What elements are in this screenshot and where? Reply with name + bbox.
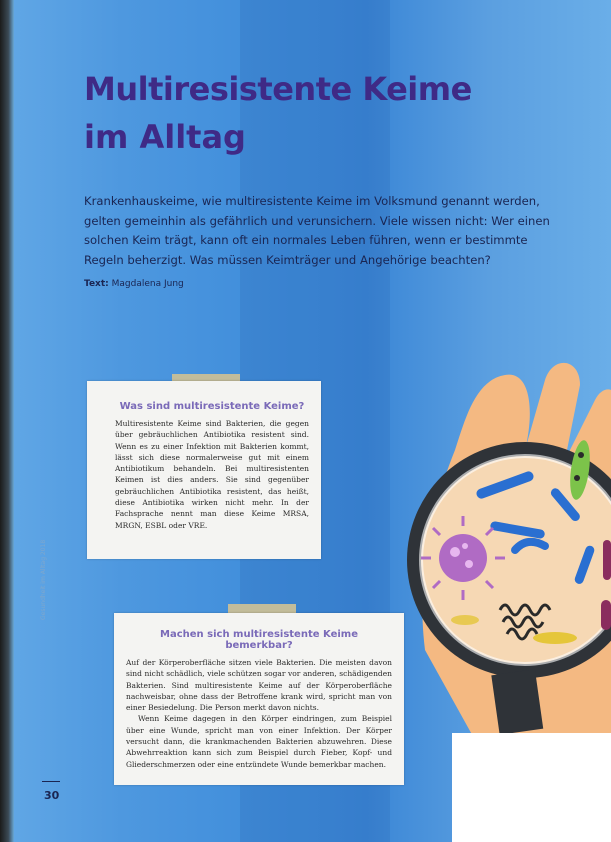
title-line-1: Multiresistente Keime bbox=[84, 70, 472, 108]
page-number-rule bbox=[42, 781, 60, 782]
magnifier-illustration bbox=[395, 320, 611, 740]
intro-text: Krankenhauskeime, wie multiresistente Keime im Volksmund genannt werden, gelten gemeinhin als gefährlich und verunsichern. Viele wissen nicht: Wer einen solchen Keim trägt, kann oft ein normales Leben führen, wenn er bestimmte Regeln beherzigt. Was müssen Keimträger und Angehörige beachten? bbox=[84, 194, 550, 267]
page-edge bbox=[0, 0, 14, 842]
vertical-footer-text: Gesundheit im Alltag 2018 bbox=[40, 539, 47, 620]
info-box-what-are-germs bbox=[87, 381, 321, 559]
box2-heading: Machen sich multiresistente Keime bemerkbar? bbox=[160, 629, 358, 651]
byline-label: Text: bbox=[84, 279, 109, 289]
blank-area bbox=[452, 733, 611, 842]
info-box-noticeable bbox=[114, 613, 404, 785]
box2-paragraph-2: Wenn Keime dagegen in den Körper eindringen, zum Beispiel über eine Wunde, spricht man von einer Infektion. Der Körper versucht dann, die krankmachenden Bakterien abzuwehren. Diese Abwehrreaktion kann sich zum Beispiel durch Fieber, Kopf- und Gliederschmerzen oder eine entzündete Wunde bemerkbar machen. bbox=[126, 714, 392, 769]
page-number: 30 bbox=[44, 789, 60, 802]
box2-paragraph-1: Auf der Körperoberfläche sitzen viele Bakterien. Die meisten davon sind nicht schädlich, viele schützen sogar vor anderen, schädigenden Bakterien. Sind multiresistente Keime auf der Körperoberfläche nachweisbar, ohne dass der Betroffene krank wird, spricht man von einer Besiedelung. Die Person merkt davon nichts. bbox=[126, 658, 392, 713]
byline bbox=[84, 279, 184, 289]
box1-text: Multiresistente Keime sind Bakterien, die gegen über gebräuchlichen Antibiotika resistent sind. Wenn es zu einer Infektion mit Bakterien kommt, lässt sich diese normalerweise gut mit einem Antibiotikum behandeln. Bei multiresistenten Keimen ist dies anders. Sie sind gegenüber gebräuchlichen Antibiotika resistent, das heißt, diese Antibiotika wirken nicht mehr. In der Fachsprache nennt man diese Keime MRSA, MRGN, ESBL oder VRE. bbox=[115, 419, 309, 530]
box1-heading: Was sind multiresistente Keime? bbox=[119, 401, 305, 412]
byline-author: Magdalena Jung bbox=[111, 279, 184, 289]
title-line-2: im Alltag bbox=[84, 118, 246, 156]
